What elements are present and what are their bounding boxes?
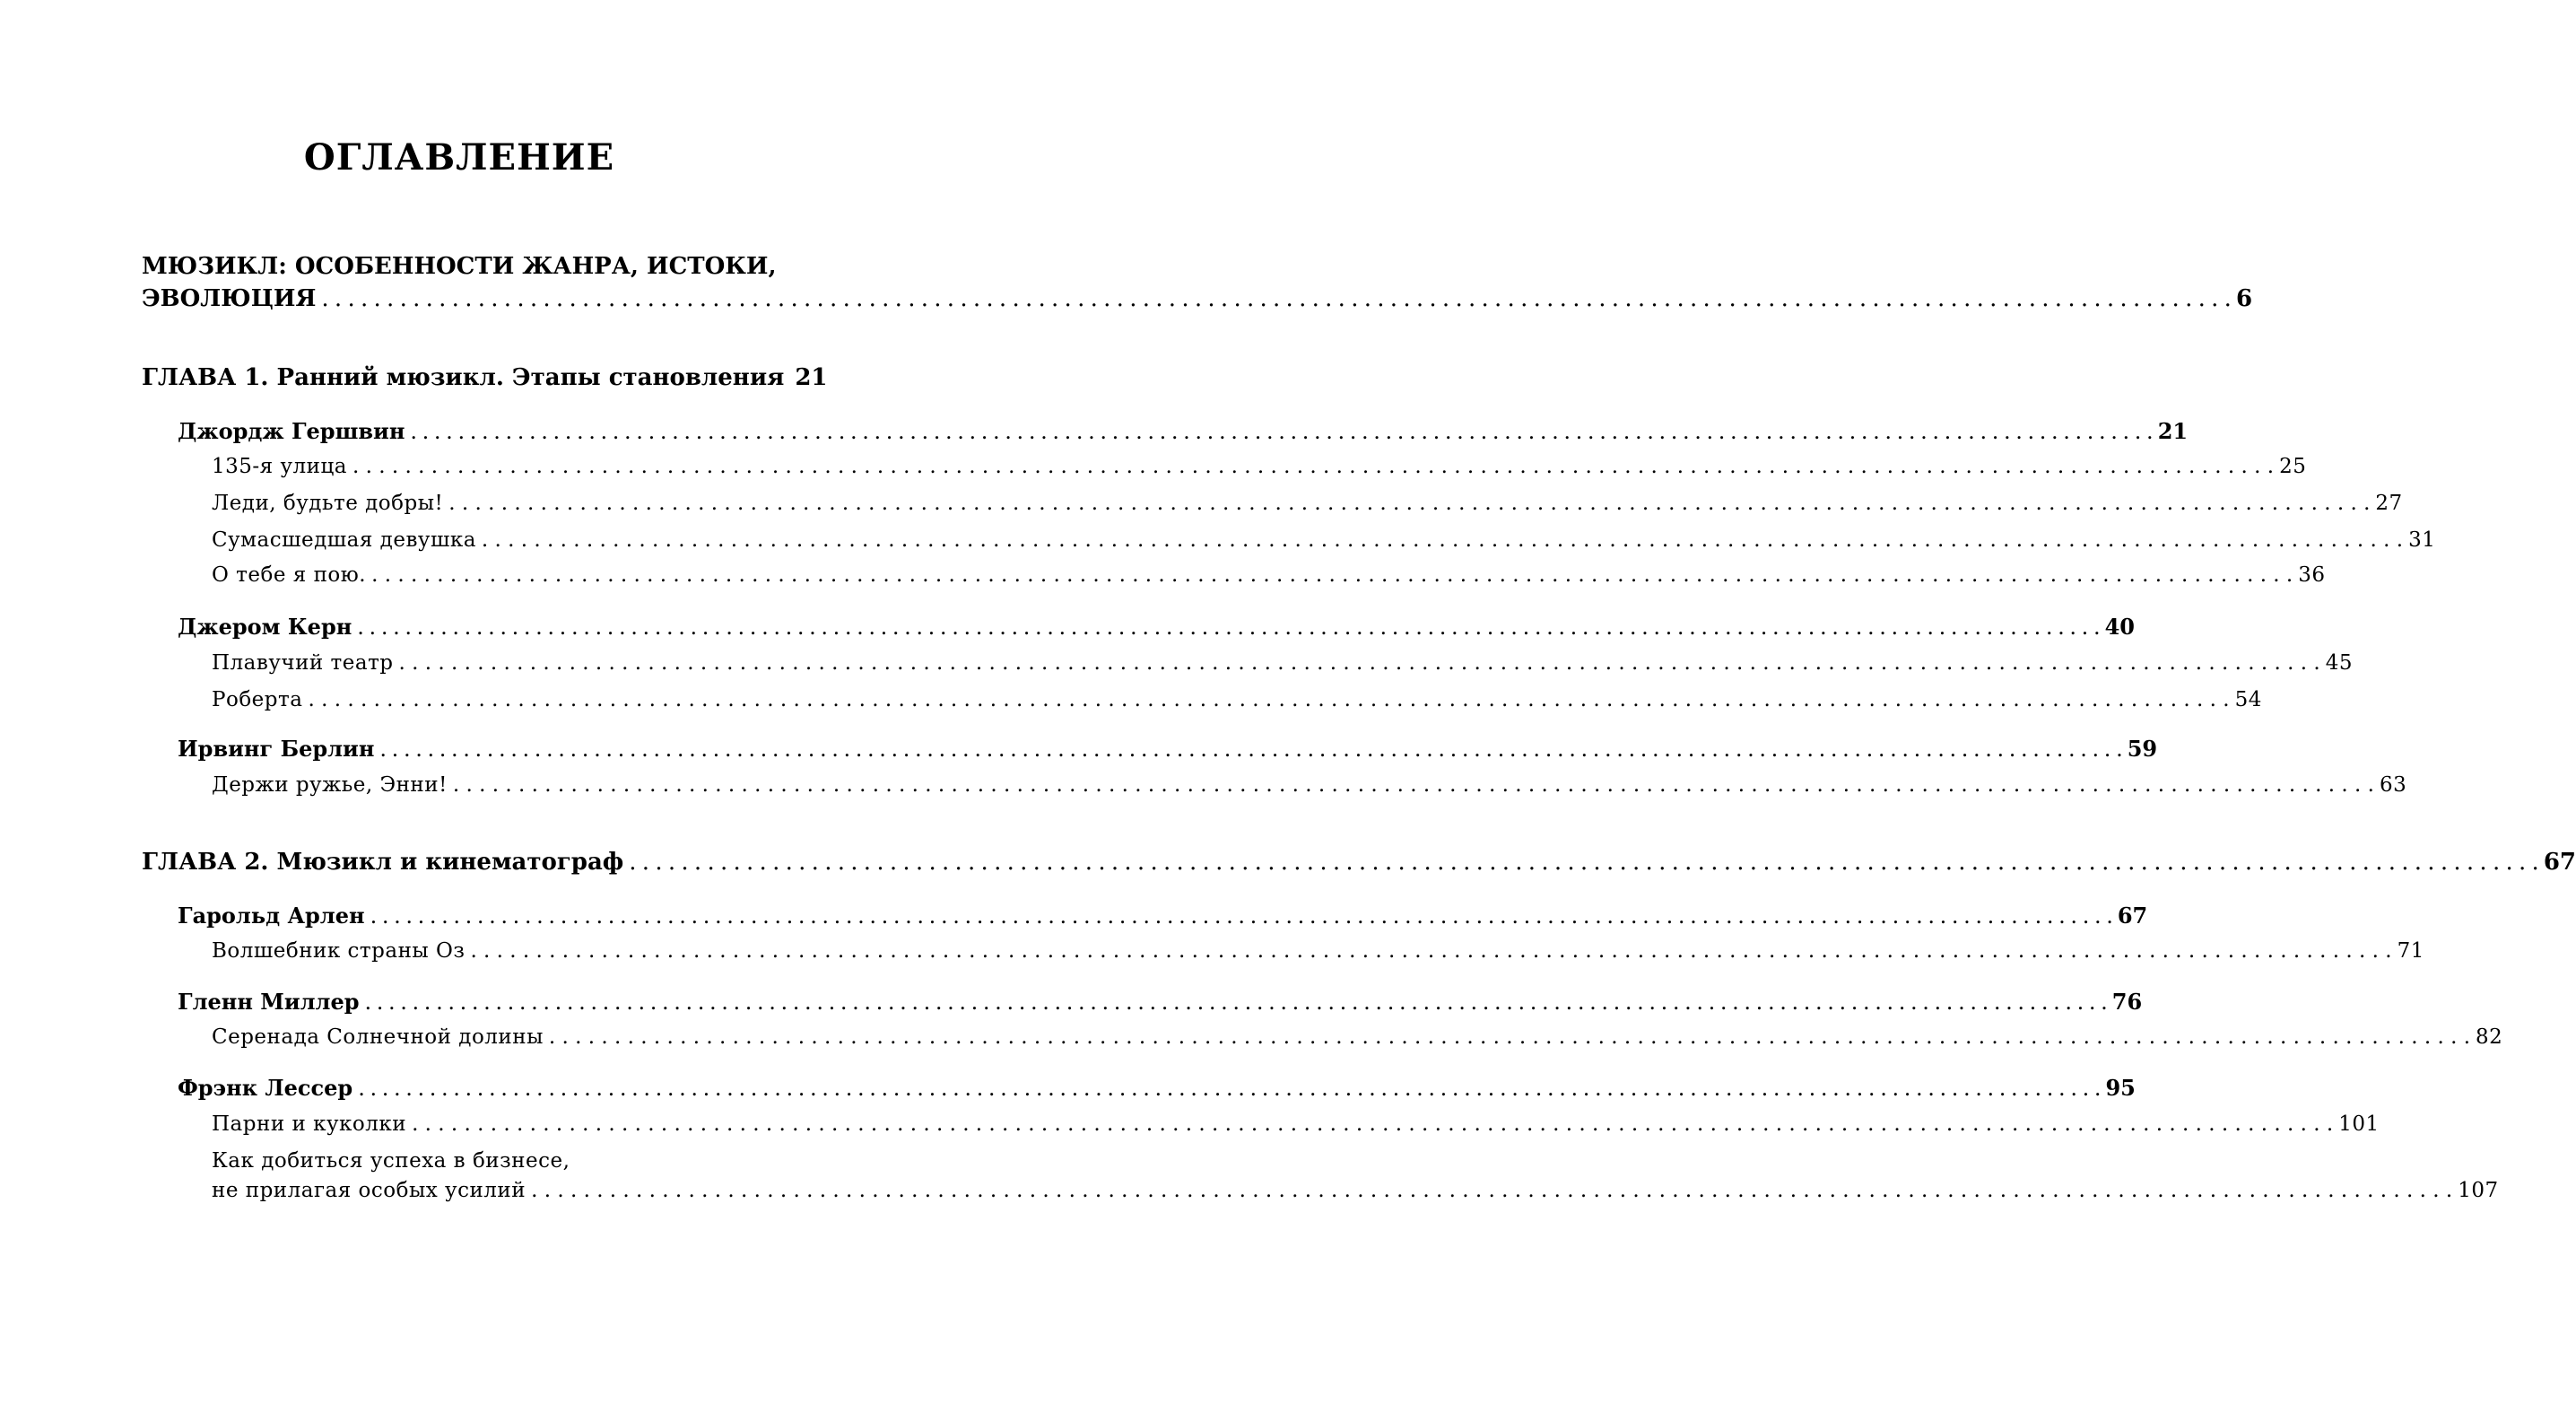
dot-leader (412, 1112, 2333, 1136)
toc-entry-label: Парни и куколки (212, 1112, 407, 1136)
toc-entry-page: 21 (795, 364, 828, 391)
toc-entry-label: не прилагая особых усилий (212, 1179, 527, 1202)
toc-entry-page: 82 (2476, 1025, 2503, 1049)
toc-chapter-2[interactable] (142, 849, 2576, 876)
toc-work[interactable] (212, 563, 2326, 587)
toc-work[interactable] (212, 688, 2262, 711)
dot-leader (629, 849, 2538, 876)
toc-entry-page: 25 (2279, 455, 2307, 478)
dot-leader (352, 455, 2274, 478)
toc-entry-page: 67 (2117, 903, 2148, 929)
toc-entry-label: Держи ружье, Энни! (212, 773, 448, 797)
toc-entry-page: 54 (2234, 688, 2262, 711)
toc-entry-page: 101 (2338, 1112, 2380, 1136)
toc-work[interactable] (212, 773, 2407, 797)
dot-leader (470, 939, 2391, 963)
toc-entry-label: Фрэнк Лессер (178, 1075, 353, 1101)
dot-leader (308, 688, 2229, 711)
toc-entry-label: Волшебник страны Оз (212, 939, 466, 963)
toc-entry-label: 135-я улица (212, 455, 347, 478)
toc-intro-line1: МЮЗИКЛ: ОСОБЕННОСТИ ЖАНРА, ИСТОКИ, (142, 253, 777, 280)
dot-leader (549, 1025, 2470, 1049)
toc-work[interactable] (212, 651, 2353, 675)
dot-leader (453, 773, 2374, 797)
toc-author-berlin[interactable] (178, 736, 2158, 762)
dot-leader (531, 1179, 2452, 1202)
toc-entry-page: 107 (2458, 1179, 2499, 1202)
dot-leader (410, 419, 2152, 444)
toc-entry-label: О тебе я пою. (212, 563, 367, 587)
toc-entry-page: 71 (2397, 939, 2424, 963)
dot-leader (482, 528, 2403, 552)
toc-entry-label: Ирвинг Берлин (178, 736, 375, 762)
toc-entry-label: Серенада Солнечной долины (212, 1025, 544, 1049)
toc-work[interactable] (212, 1025, 2503, 1049)
toc-work[interactable] (212, 939, 2424, 963)
toc-entry-page: 21 (2157, 418, 2189, 444)
toc-entry-page: 40 (2104, 614, 2135, 640)
toc-author-loesser[interactable] (178, 1075, 2136, 1101)
dot-leader (371, 563, 2293, 587)
toc-author-arlen[interactable] (178, 903, 2148, 929)
toc-work[interactable] (212, 528, 2436, 552)
toc-entry-page: 59 (2127, 736, 2158, 762)
toc-work[interactable] (212, 1179, 2499, 1202)
toc-author-kern[interactable] (178, 614, 2135, 640)
toc-entry-label: Леди, будьте добры! (212, 492, 444, 515)
toc-entry-label: Гленн Миллер (178, 989, 360, 1015)
toc-entry-page: 67 (2543, 849, 2576, 876)
toc-entry-label: Джордж Гершвин (178, 418, 405, 444)
dot-leader (365, 990, 2107, 1015)
toc-work[interactable] (212, 1112, 2380, 1136)
page-title: ОГЛАВЛЕНИЕ (303, 136, 615, 179)
toc-entry-label: ГЛАВА 2. Мюзикл и кинематограф (142, 849, 624, 876)
dot-leader (448, 492, 2370, 515)
toc-work-line1: Как добиться успеха в бизнесе, (212, 1149, 570, 1173)
toc-entry-label: Плавучий театр (212, 651, 394, 675)
toc-entry-label: Гарольд Арлен (178, 903, 365, 929)
toc-entry-page: 6 (2235, 285, 2253, 312)
toc-entry-page: 95 (2105, 1075, 2136, 1101)
dot-leader (399, 651, 2320, 675)
toc-entry-page: 76 (2111, 989, 2143, 1015)
toc-entry-label: Сумасшедшая девушка (212, 528, 476, 552)
dot-leader (379, 737, 2121, 762)
toc-entry-label: Роберта (212, 688, 303, 711)
toc-entry-page: 45 (2325, 651, 2353, 675)
dot-leader (321, 285, 2231, 312)
toc-entry-page: 36 (2298, 563, 2326, 587)
toc-entry-label: Джером Керн (178, 614, 352, 640)
toc-chapter-1[interactable] (142, 364, 828, 391)
toc-entry-page: 31 (2408, 528, 2436, 552)
dot-leader (370, 903, 2112, 929)
toc-entry-page: 27 (2375, 492, 2403, 515)
toc-entry-label: ГЛАВА 1. Ранний мюзикл. Этапы становления (142, 364, 785, 391)
toc-author-miller[interactable] (178, 989, 2143, 1015)
dot-leader (357, 615, 2099, 640)
toc-work[interactable] (212, 492, 2403, 515)
toc-entry-page: 63 (2379, 773, 2407, 797)
toc-intro[interactable] (142, 285, 2253, 312)
toc-entry-label: ЭВОЛЮЦИЯ (142, 285, 317, 312)
toc-author-gershwin[interactable] (178, 418, 2189, 444)
toc-work[interactable] (212, 455, 2307, 478)
dot-leader (358, 1076, 2100, 1101)
